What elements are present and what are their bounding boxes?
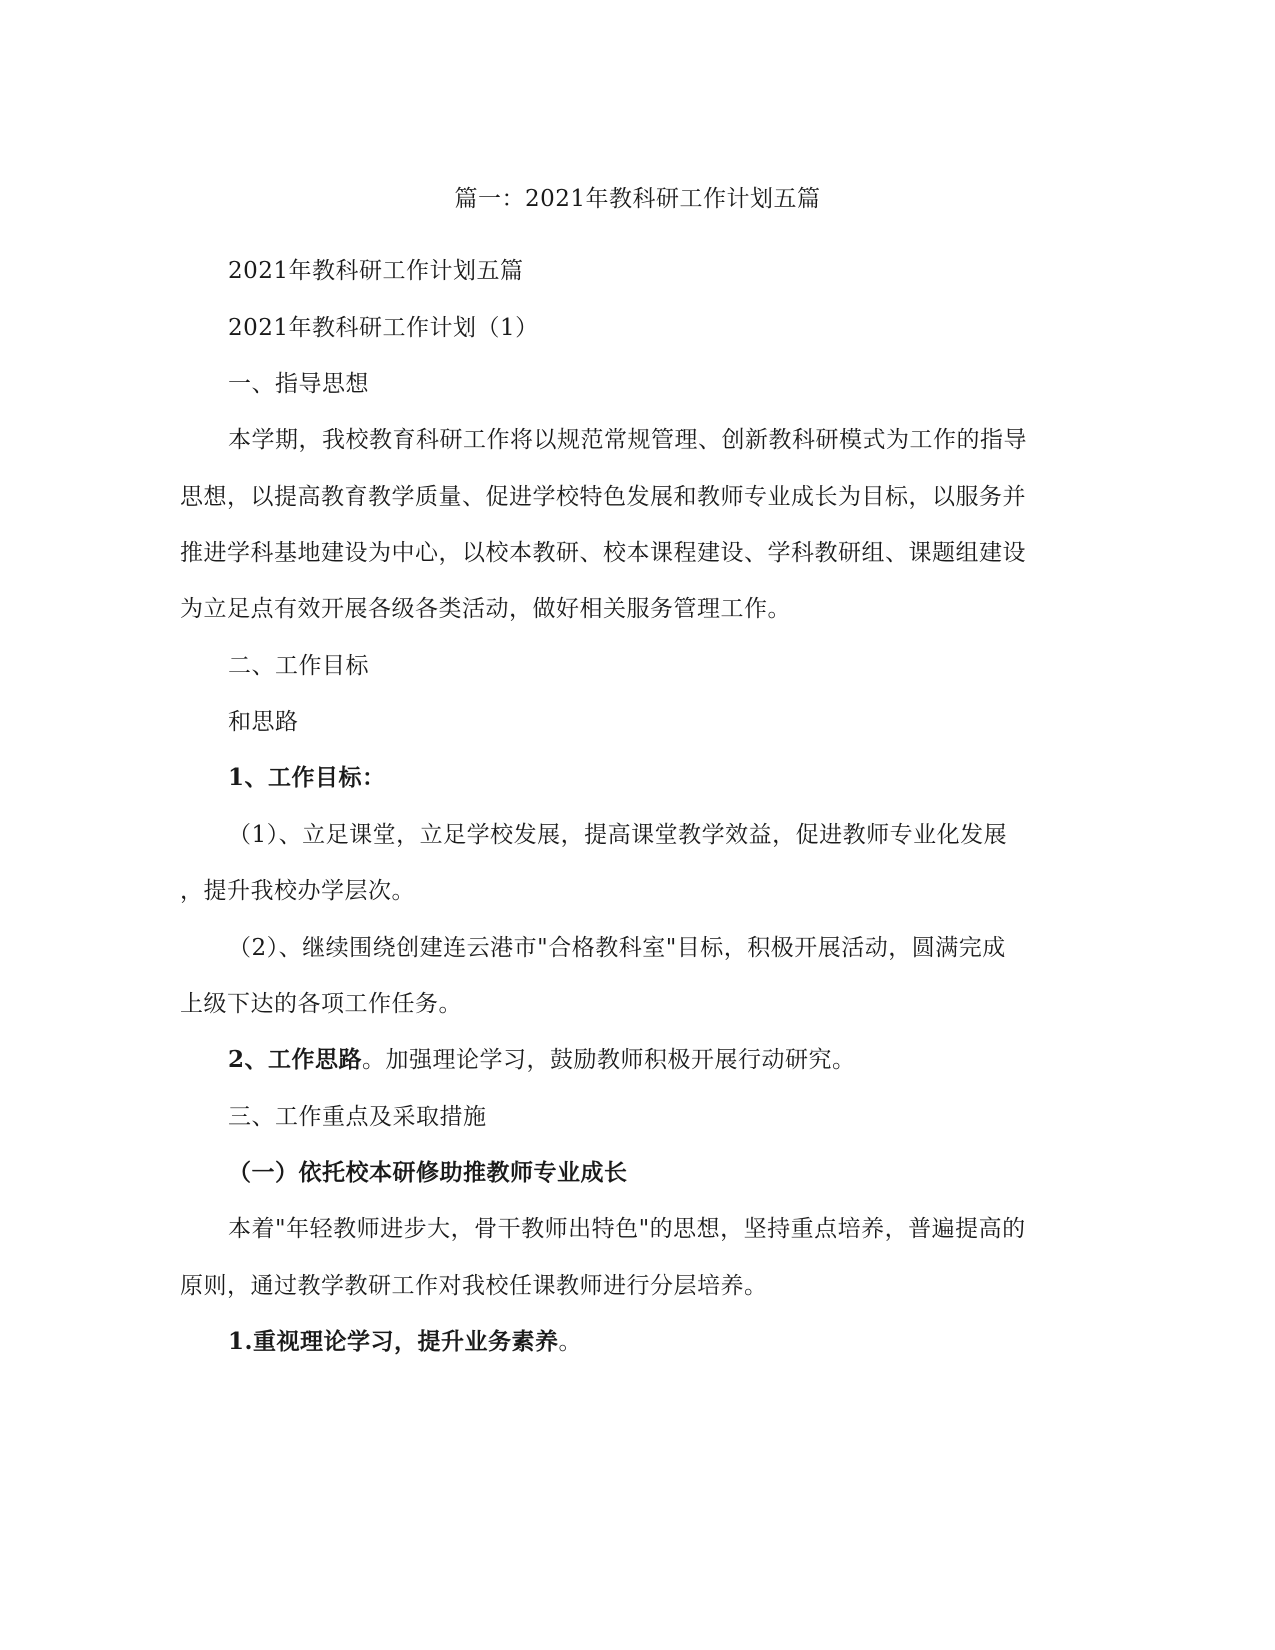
paragraph-line: （2）、继续围绕创建连云港市"合格教科室"目标，积极开展活动，圆满完成: [228, 935, 1006, 961]
paragraph-line: ，提升我校办学层次。: [180, 878, 415, 904]
subheading-inline: 2、工作思路: [228, 1046, 363, 1073]
paragraph-line: 本着"年轻教师进步大，骨干教师出特色"的思想，坚持重点培养，普遍提高的: [228, 1216, 1026, 1242]
document-title: 篇一：2021年教科研工作计划五篇: [454, 186, 821, 212]
paragraph-text: 。加强理论学习，鼓励教师积极开展行动研究。: [362, 1047, 856, 1073]
subheading: 1、工作目标：: [228, 764, 386, 791]
paragraph-line: （1）、立足课堂，立足学校发展，提高课堂教学效益，促进教师专业化发展: [228, 822, 1008, 848]
paragraph-line: [228, 1045, 856, 1075]
section-heading: 二、工作目标: [228, 653, 369, 679]
section-heading: 三、工作重点及采取措施: [228, 1104, 487, 1130]
paragraph-line: 本学期，我校教育科研工作将以规范常规管理、创新教科研模式为工作的指导: [228, 427, 1027, 453]
paragraph-line: 2021年教科研工作计划五篇: [228, 258, 524, 284]
paragraph-line: 上级下达的各项工作任务。: [180, 991, 462, 1017]
paragraph-line: 原则，通过教学教研工作对我校任课教师进行分层培养。: [180, 1273, 768, 1299]
paragraph-line: 2021年教科研工作计划（1）: [228, 315, 539, 341]
paragraph-line: 为立足点有效开展各级各类活动，做好相关服务管理工作。: [180, 596, 791, 622]
subheading-inline: 1.重视理论学习，提升业务素养: [228, 1328, 559, 1355]
paragraph-line: 思想，以提高教育教学质量、促进学校特色发展和教师专业成长为目标，以服务并: [180, 484, 1026, 510]
paragraph-line: 推进学科基地建设为中心，以校本教研、校本课程建设、学科教研组、课题组建设: [180, 540, 1026, 566]
paragraph-line: [228, 1327, 582, 1357]
section-heading: 一、指导思想: [228, 371, 369, 397]
paragraph-line: 和思路: [228, 709, 299, 735]
subheading: （一）依托校本研修助推教师专业成长: [228, 1159, 628, 1186]
paragraph-text: 。: [558, 1329, 583, 1355]
